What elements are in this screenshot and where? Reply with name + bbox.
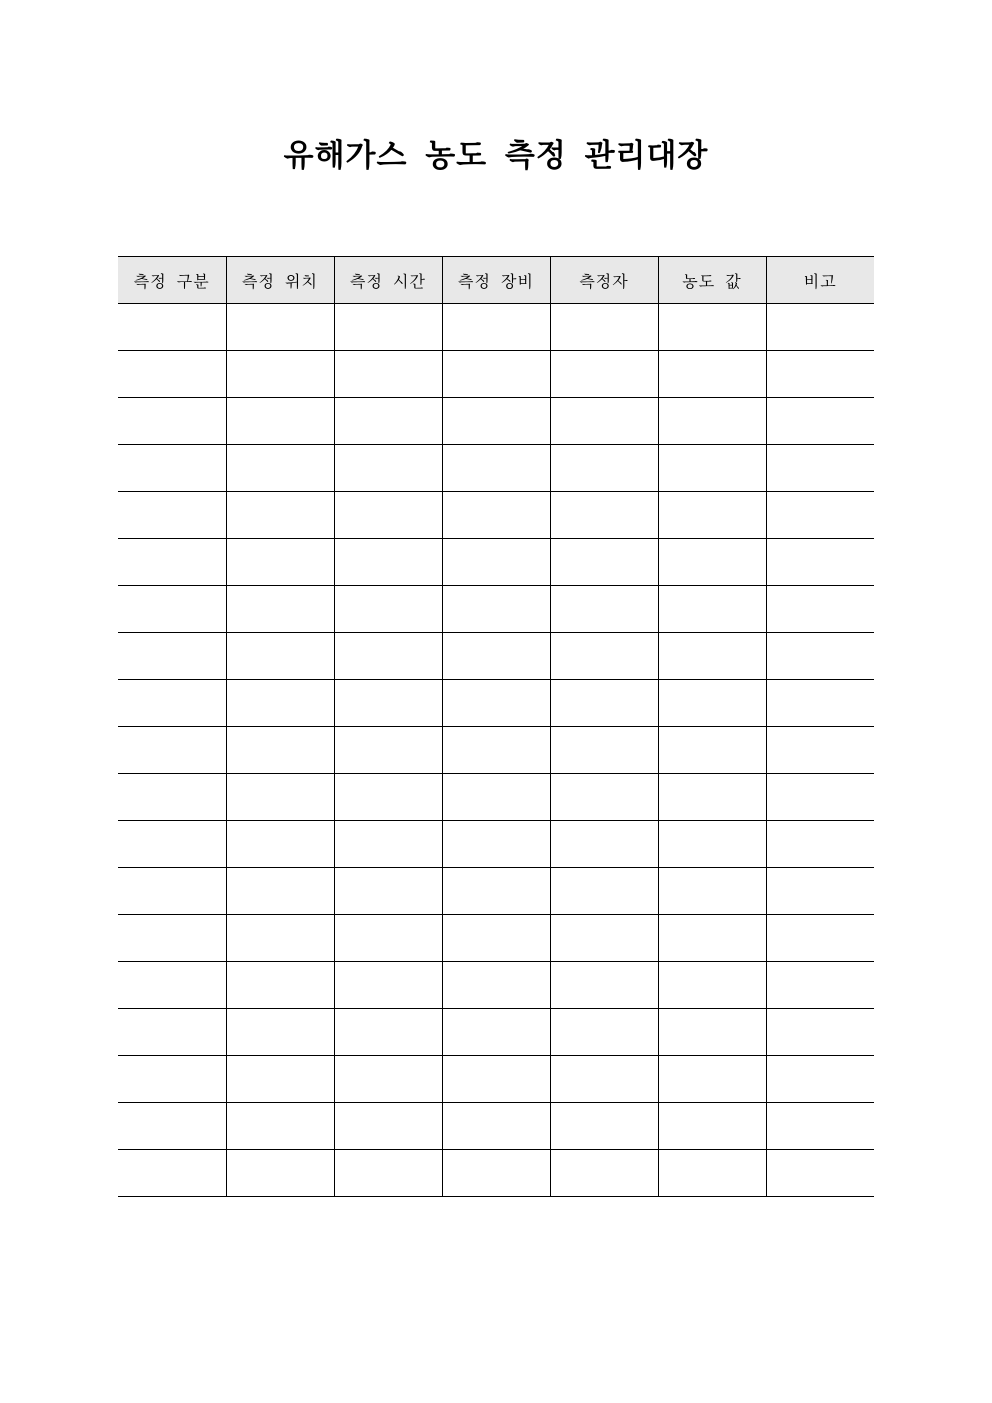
column-header-measurement-type: 측정 구분 — [118, 257, 226, 304]
table-row — [118, 445, 874, 492]
table-cell[interactable] — [334, 774, 442, 821]
table-cell[interactable] — [658, 351, 766, 398]
table-cell[interactable] — [442, 492, 550, 539]
table-cell[interactable] — [226, 962, 334, 1009]
table-cell[interactable] — [226, 351, 334, 398]
table-cell[interactable] — [766, 821, 874, 868]
table-cell[interactable] — [334, 1009, 442, 1056]
table-cell[interactable] — [118, 868, 226, 915]
table-cell[interactable] — [118, 586, 226, 633]
table-cell[interactable] — [658, 821, 766, 868]
table-cell[interactable] — [118, 915, 226, 962]
table-cell[interactable] — [658, 774, 766, 821]
table-cell[interactable] — [658, 398, 766, 445]
table-cell[interactable] — [550, 304, 658, 351]
table-cell[interactable] — [226, 633, 334, 680]
table-cell[interactable] — [118, 633, 226, 680]
table-row — [118, 633, 874, 680]
table-cell[interactable] — [334, 915, 442, 962]
table-cell[interactable] — [442, 633, 550, 680]
table-cell[interactable] — [118, 398, 226, 445]
table-cell[interactable] — [226, 727, 334, 774]
table-cell[interactable] — [766, 1103, 874, 1150]
table-cell[interactable] — [658, 727, 766, 774]
table-cell[interactable] — [334, 962, 442, 1009]
table-row — [118, 915, 874, 962]
table-row — [118, 727, 874, 774]
table-cell[interactable] — [766, 680, 874, 727]
table-cell[interactable] — [766, 1150, 874, 1197]
table-cell[interactable] — [226, 304, 334, 351]
table-row — [118, 1103, 874, 1150]
table-cell[interactable] — [118, 445, 226, 492]
table-cell[interactable] — [334, 304, 442, 351]
table-row — [118, 1150, 874, 1197]
table-cell[interactable] — [226, 821, 334, 868]
table-row — [118, 774, 874, 821]
table-cell[interactable] — [658, 1150, 766, 1197]
table-cell[interactable] — [550, 492, 658, 539]
table-cell[interactable] — [118, 539, 226, 586]
table-cell[interactable] — [766, 633, 874, 680]
table-cell[interactable] — [442, 774, 550, 821]
table-cell[interactable] — [226, 1150, 334, 1197]
table-cell[interactable] — [226, 539, 334, 586]
table-cell[interactable] — [550, 539, 658, 586]
table-cell[interactable] — [334, 445, 442, 492]
table-cell[interactable] — [442, 821, 550, 868]
table-cell[interactable] — [334, 1103, 442, 1150]
table-cell[interactable] — [118, 1056, 226, 1103]
table-header-row — [118, 257, 874, 304]
table-cell[interactable] — [334, 633, 442, 680]
table-cell[interactable] — [658, 868, 766, 915]
column-header-concentration-value: 농도 값 — [658, 257, 766, 304]
table-cell[interactable] — [658, 445, 766, 492]
table-cell[interactable] — [550, 398, 658, 445]
table-cell[interactable] — [766, 915, 874, 962]
table-cell[interactable] — [442, 1103, 550, 1150]
table-cell[interactable] — [550, 868, 658, 915]
table-cell[interactable] — [118, 1150, 226, 1197]
table-row — [118, 680, 874, 727]
table-cell[interactable] — [550, 962, 658, 1009]
table-cell[interactable] — [550, 1009, 658, 1056]
table-cell[interactable] — [334, 727, 442, 774]
table-cell[interactable] — [442, 727, 550, 774]
table-cell[interactable] — [766, 492, 874, 539]
table-row — [118, 821, 874, 868]
table-cell[interactable] — [766, 304, 874, 351]
table-cell[interactable] — [334, 398, 442, 445]
table-cell[interactable] — [550, 1056, 658, 1103]
table-cell[interactable] — [550, 915, 658, 962]
table-row — [118, 351, 874, 398]
table-cell[interactable] — [550, 586, 658, 633]
table-cell[interactable] — [766, 1009, 874, 1056]
table-cell[interactable] — [766, 868, 874, 915]
table-cell[interactable] — [766, 398, 874, 445]
table-cell[interactable] — [118, 680, 226, 727]
table-cell[interactable] — [118, 962, 226, 1009]
table-cell[interactable] — [550, 774, 658, 821]
table-cell[interactable] — [766, 539, 874, 586]
table-row — [118, 539, 874, 586]
table-cell[interactable] — [550, 1150, 658, 1197]
table-cell[interactable] — [658, 586, 766, 633]
table-cell[interactable] — [658, 539, 766, 586]
table-cell[interactable] — [550, 1103, 658, 1150]
table-cell[interactable] — [226, 868, 334, 915]
table-row — [118, 398, 874, 445]
table-cell[interactable] — [766, 727, 874, 774]
table-cell[interactable] — [442, 1009, 550, 1056]
table-cell[interactable] — [334, 1150, 442, 1197]
table-cell[interactable] — [658, 633, 766, 680]
table-cell[interactable] — [442, 1056, 550, 1103]
table-cell[interactable] — [550, 633, 658, 680]
table-cell[interactable] — [442, 962, 550, 1009]
table-cell[interactable] — [766, 351, 874, 398]
table-cell[interactable] — [442, 304, 550, 351]
table-cell[interactable] — [442, 868, 550, 915]
table-cell[interactable] — [442, 351, 550, 398]
measurement-ledger-table — [118, 256, 874, 1197]
table-cell[interactable] — [442, 539, 550, 586]
table-cell[interactable] — [550, 680, 658, 727]
page-title: 유해가스 농도 측정 관리대장 — [283, 138, 709, 174]
table-cell[interactable] — [550, 727, 658, 774]
table-cell[interactable] — [442, 680, 550, 727]
table-row — [118, 586, 874, 633]
table-cell[interactable] — [442, 915, 550, 962]
table-row — [118, 304, 874, 351]
table-cell[interactable] — [658, 492, 766, 539]
table-row — [118, 1056, 874, 1103]
table-cell[interactable] — [766, 445, 874, 492]
table-cell[interactable] — [766, 774, 874, 821]
column-header-measurement-equipment: 측정 장비 — [442, 257, 550, 304]
table-cell[interactable] — [226, 445, 334, 492]
column-header-measurement-location: 측정 위치 — [226, 257, 334, 304]
table-cell[interactable] — [442, 1150, 550, 1197]
table-cell[interactable] — [658, 680, 766, 727]
table-cell[interactable] — [118, 821, 226, 868]
table-cell[interactable] — [658, 1056, 766, 1103]
table-cell[interactable] — [658, 304, 766, 351]
table-cell[interactable] — [226, 680, 334, 727]
table-cell[interactable] — [766, 586, 874, 633]
table-cell[interactable] — [550, 445, 658, 492]
column-header-measurer: 측정자 — [550, 257, 658, 304]
table-cell[interactable] — [550, 821, 658, 868]
table-cell[interactable] — [118, 1103, 226, 1150]
column-header-measurement-time: 측정 시간 — [334, 257, 442, 304]
table-cell[interactable] — [658, 1009, 766, 1056]
table-cell[interactable] — [226, 492, 334, 539]
table-cell[interactable] — [334, 492, 442, 539]
table-cell[interactable] — [118, 1009, 226, 1056]
table-cell[interactable] — [118, 774, 226, 821]
table-row — [118, 492, 874, 539]
table-cell[interactable] — [658, 1103, 766, 1150]
table-row — [118, 962, 874, 1009]
table-cell[interactable] — [118, 304, 226, 351]
table-cell[interactable] — [658, 962, 766, 1009]
column-header-remarks: 비고 — [766, 257, 874, 304]
table-cell[interactable] — [334, 539, 442, 586]
table-cell[interactable] — [226, 398, 334, 445]
table-body — [118, 304, 874, 1197]
table-cell[interactable] — [226, 1103, 334, 1150]
table-cell[interactable] — [118, 492, 226, 539]
table-cell[interactable] — [334, 586, 442, 633]
table-cell[interactable] — [334, 351, 442, 398]
table-cell[interactable] — [334, 1056, 442, 1103]
table-cell[interactable] — [334, 680, 442, 727]
table-cell[interactable] — [550, 351, 658, 398]
table-cell[interactable] — [226, 915, 334, 962]
table-cell[interactable] — [334, 868, 442, 915]
table-row — [118, 1009, 874, 1056]
table-cell[interactable] — [226, 1056, 334, 1103]
table-cell[interactable] — [334, 821, 442, 868]
table-cell[interactable] — [226, 774, 334, 821]
table-cell[interactable] — [766, 1056, 874, 1103]
table-cell[interactable] — [442, 586, 550, 633]
table-cell[interactable] — [442, 398, 550, 445]
table-cell[interactable] — [118, 351, 226, 398]
table-cell[interactable] — [226, 1009, 334, 1056]
table-cell[interactable] — [226, 586, 334, 633]
table-cell[interactable] — [766, 962, 874, 1009]
table-cell[interactable] — [118, 727, 226, 774]
table-cell[interactable] — [658, 915, 766, 962]
table-cell[interactable] — [442, 445, 550, 492]
table-row — [118, 868, 874, 915]
